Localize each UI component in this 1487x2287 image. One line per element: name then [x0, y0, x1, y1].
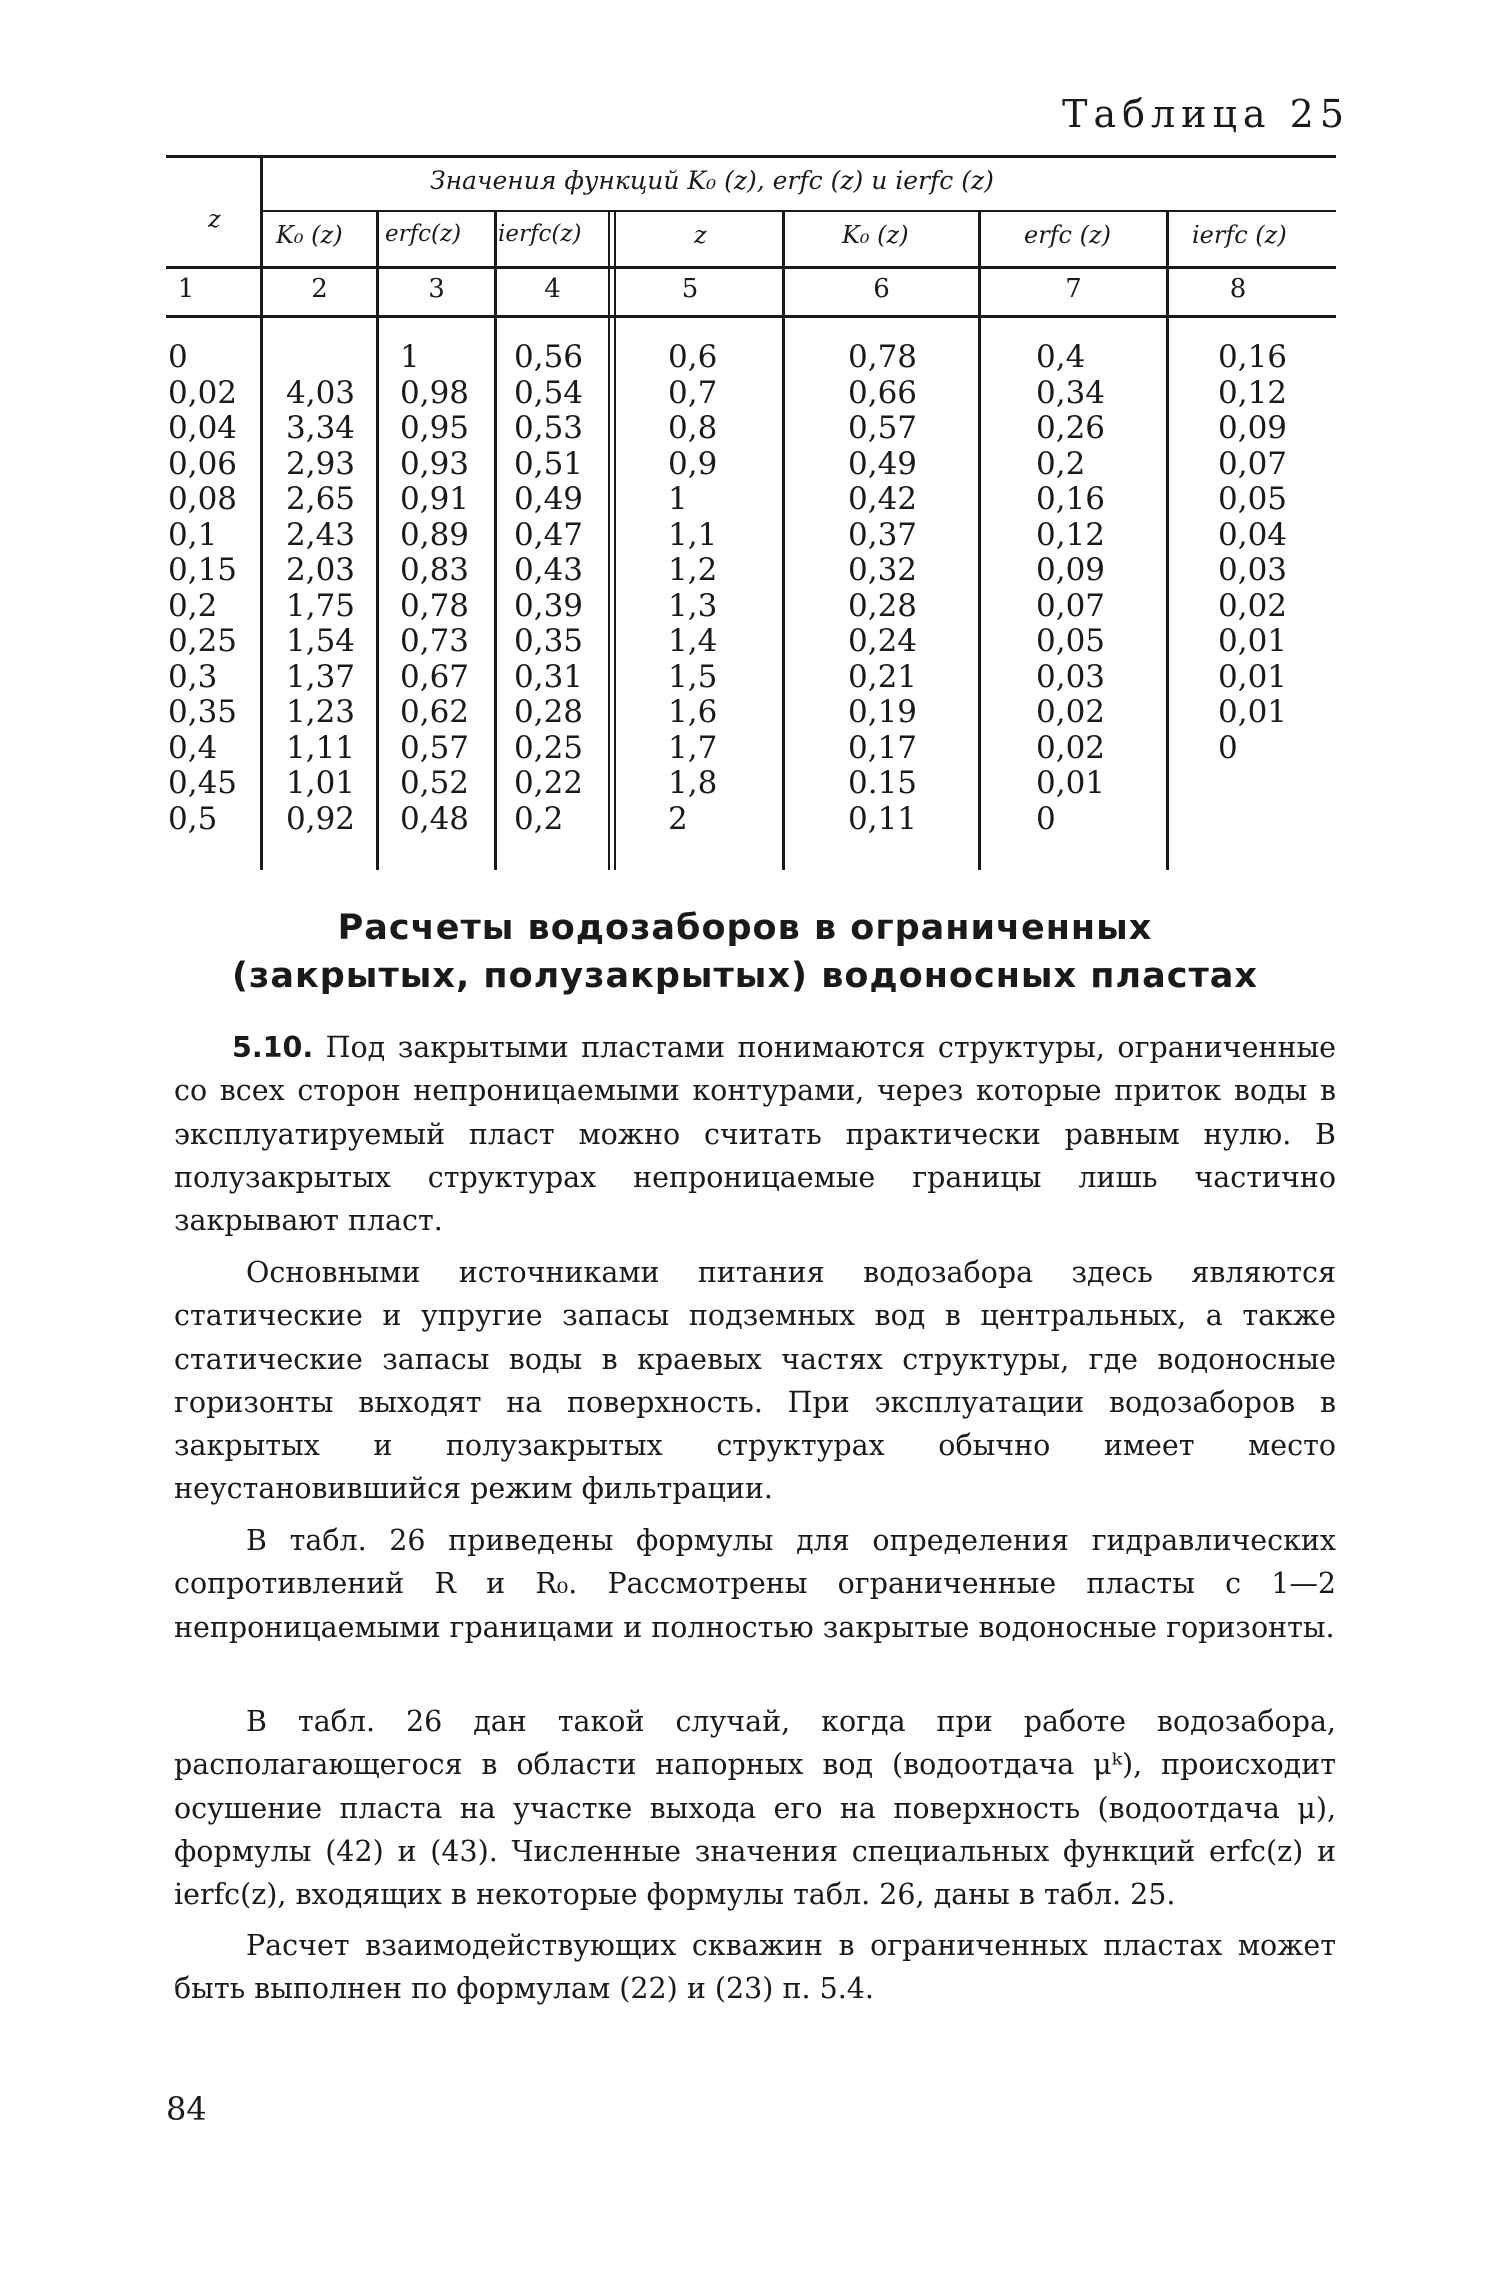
column-number-7: 7	[1065, 274, 1082, 304]
table-cell: 1	[668, 481, 688, 517]
col-divider-5	[782, 212, 785, 870]
table-cell: 0,01	[1218, 658, 1288, 695]
table-top-rule	[166, 155, 1336, 158]
table-cell: 0,03	[1036, 658, 1106, 695]
table-cell: 1,11	[286, 729, 356, 766]
table-cell: 0,2	[168, 587, 218, 624]
table-cell: 0,35	[514, 623, 584, 659]
table-cell: 0,92	[286, 800, 356, 837]
table-cell: 0,49	[514, 481, 584, 517]
table-cell: 1,75	[286, 587, 356, 624]
header-k0-right: K₀ (z)	[842, 221, 909, 249]
column-number-8: 8	[1229, 274, 1247, 304]
table-cell: 0,4	[1036, 339, 1086, 375]
table-cell: 0,67	[400, 658, 470, 695]
group-header-rule	[262, 210, 1336, 212]
table-cell: 0,52	[400, 765, 470, 801]
table-cell: 0,1	[168, 516, 218, 553]
table-cell: 0,31	[514, 658, 584, 695]
table-cell: 0,02	[1218, 587, 1288, 624]
table-cell: 1,2	[668, 552, 718, 588]
col-divider-3	[494, 212, 497, 870]
column-number-5: 5	[681, 274, 699, 304]
paragraph-3: В табл. 26 приведены формулы для определения гидравлических сопротивлений R и R₀. Рассмотрены ограниченные пласты с 1—2 непроницаемыми границами и полностью закрытые водоносные горизонты.	[174, 1524, 1336, 1644]
column-number-3: 3	[428, 274, 445, 304]
paragraph-2: Основными источниками питания водозабора здесь являются статические и упругие запасы подземных вод в центральных, а также статические запасы воды в краевых частях структуры, где водоносные горизонты выходят на поверхность. При эксплуатации водозаборов в закрытых и полузакрытых структурах обычно имеет место неустановившийся режим фильтрации.	[174, 1256, 1336, 1506]
table-cell: 0	[1218, 729, 1238, 766]
table-cell: 2,03	[286, 552, 356, 588]
table-cell: 0,78	[400, 587, 470, 624]
table-cell: 1,8	[668, 765, 718, 801]
table-cell: 0,26	[1036, 410, 1106, 446]
col-divider-double-b	[614, 212, 616, 870]
column-k0-right	[848, 340, 917, 837]
table-cell: 0,09	[1036, 552, 1106, 588]
header-ierfc-right: ierfc (z)	[1192, 221, 1287, 249]
col-divider-double-a	[608, 212, 610, 870]
table-cell: 0,91	[400, 481, 470, 517]
table-cell: 0,07	[1218, 445, 1288, 482]
table-cell: 1,01	[286, 765, 356, 801]
table-cell: 0,73	[400, 623, 470, 659]
table-cell: 0,06	[168, 445, 238, 482]
table-cell: 0,54	[514, 374, 584, 411]
table-cell: 0,24	[848, 623, 918, 659]
header-erfc-right: erfc (z)	[1024, 221, 1111, 249]
table-cell: 0,02	[1036, 729, 1106, 766]
table-cell: 1,37	[286, 658, 356, 695]
table-caption: Таблица 25	[1062, 92, 1350, 136]
table-cell: 0,01	[1218, 694, 1288, 730]
table-cell: 0,62	[400, 694, 470, 730]
table-cell: 0,48	[400, 800, 470, 837]
col-divider-6	[978, 212, 981, 870]
table-cell: 0,8	[668, 410, 718, 446]
col-divider-2	[376, 212, 379, 870]
table-cell: 3,34	[286, 410, 356, 446]
table-cell: 0,66	[848, 374, 918, 411]
table-cell: 0,2	[1036, 445, 1086, 482]
table-cell: 0	[168, 339, 188, 375]
table-cell	[1218, 802, 1287, 838]
header-k0-left: K₀ (z)	[276, 221, 343, 249]
table-cell: 1,6	[668, 694, 718, 730]
table-cell: 0,49	[848, 445, 918, 482]
table-cell: 0,25	[168, 623, 238, 659]
table-cell: 1,23	[286, 694, 356, 730]
section-title-line-1: Расчеты водозаборов в ограниченных	[337, 908, 1153, 948]
table-cell: 4,03	[286, 374, 356, 411]
column-number-2: 2	[311, 274, 328, 304]
table-cell: 1,7	[668, 729, 718, 766]
table-cell: 0,01	[1036, 765, 1106, 801]
table-cell: 0,95	[400, 410, 470, 446]
column-z-left	[168, 340, 237, 837]
table-cell: 0,37	[848, 516, 918, 553]
table-cell: 0,7	[668, 374, 718, 411]
column-ierfc-right	[1218, 340, 1287, 837]
table-cell: 0,78	[848, 339, 918, 375]
column-erfc-right	[1036, 340, 1105, 837]
table-cell: 0,39	[514, 587, 584, 624]
table-cell: 0,12	[1218, 374, 1288, 411]
table-cell: 0,6	[668, 339, 718, 375]
table-cell: 1,1	[668, 516, 718, 553]
col-divider-7	[1166, 212, 1169, 870]
table-cell: 0,35	[168, 694, 238, 730]
table-cell: 0,45	[168, 765, 238, 801]
table-cell: 0,25	[514, 729, 584, 766]
table-cell: 0,07	[1036, 587, 1106, 624]
table-cell: 0,89	[400, 516, 470, 553]
table-cell: 0,19	[848, 694, 918, 730]
column-erfc-left	[400, 340, 469, 837]
table-cell: 0,42	[848, 481, 918, 517]
table-cell: 1,54	[286, 623, 356, 659]
table-cell: 2,93	[286, 445, 356, 482]
table-cell: 0,5	[168, 800, 218, 837]
table-cell: 0,9	[668, 445, 718, 482]
table-cell: 1,4	[668, 623, 718, 659]
table-cell: 0,22	[514, 765, 584, 801]
table-cell: 0,09	[1218, 410, 1288, 446]
table-cell: 1	[400, 339, 420, 375]
table-cell: 0,4	[168, 729, 218, 766]
table-cell: 0,08	[168, 481, 238, 517]
column-number-6: 6	[873, 274, 890, 304]
column-z-right	[668, 340, 717, 837]
page-number: 84	[166, 2090, 207, 2128]
table-cell: 0,16	[1218, 339, 1288, 375]
header-ierfc-left: ierfc(z)	[498, 221, 582, 247]
table-cell: 0,05	[1036, 623, 1106, 659]
header-bottom-rule	[166, 266, 1336, 269]
table-cell: 0,21	[848, 658, 918, 695]
table-cell: 0,98	[400, 374, 470, 411]
paragraph-5: Расчет взаимодействующих скважин в ограниченных пластах может быть выполнен по формулам (22) и (23) п. 5.4.	[174, 1929, 1336, 2006]
table-cell: 0,47	[514, 516, 584, 553]
table-cell: 0,04	[1218, 516, 1288, 553]
column-number-1: 1	[177, 274, 195, 304]
table-cell: 0,83	[400, 552, 470, 588]
table-cell: 0,28	[848, 587, 918, 624]
table-cell: 0,05	[1218, 481, 1288, 517]
table-cell: 0,34	[1036, 374, 1106, 411]
table-cell: 0,2	[514, 800, 564, 837]
paragraph-1	[174, 1026, 1336, 1242]
header-z-right: z	[694, 221, 707, 249]
table-cell: 1,5	[668, 658, 718, 695]
paragraph-text: Под закрытыми пластами понимаются структуры, ограниченные со всех сторон непроницаемыми контурами, через которые приток воды в эксплуатируемый пласт можно считать практически равным нулю. В полузакрытых структурах непроницаемые границы лишь частично закрывают пласт.	[174, 1031, 1336, 1238]
table-cell: 0,51	[514, 445, 584, 482]
table-cell: 2	[668, 800, 688, 837]
table-cell: 0,15	[168, 552, 238, 588]
table-cell: 0,57	[848, 410, 918, 446]
table-cell: 0,02	[168, 374, 238, 411]
table-cell: 0,57	[400, 729, 470, 766]
table-cell: 0,04	[168, 410, 238, 446]
table-cell: 0,43	[514, 552, 584, 588]
table-cell: 2,65	[286, 481, 356, 517]
header-z-left: z	[208, 205, 221, 233]
table-cell: 0,3	[168, 658, 218, 695]
group-header: Значения функций K₀ (z), erfc (z) и ierfc (z)	[430, 166, 994, 195]
table-cell: 0,17	[848, 729, 918, 766]
table-cell: 0,56	[514, 339, 584, 375]
table-cell: 0,11	[848, 800, 918, 837]
table-cell: 1,3	[668, 587, 718, 624]
column-k0-left	[286, 340, 355, 837]
header-erfc-left: erfc(z)	[385, 221, 462, 247]
section-number: 5.10.	[232, 1031, 314, 1064]
table-cell: 0,12	[1036, 516, 1106, 553]
table-cell	[1218, 766, 1287, 802]
table-cell: 0,93	[400, 445, 470, 482]
paragraph-4: В табл. 26 дан такой случай, когда при работе водозабора, располагающегося в области напорных вод (водоотдача μᵏ), происходит осушение пласта на участке выхода его на поверхность (водоотдача μ), формулы (42) и (43). Численные значения специальных функций erfc(z) и ierfc(z), входящих в некоторые формулы табл. 26, даны в табл. 25.	[174, 1705, 1336, 1912]
table-cell: 0,02	[1036, 694, 1106, 730]
column-number-rule	[166, 315, 1336, 318]
table-cell	[286, 340, 355, 376]
table-cell: 0,32	[848, 552, 918, 588]
table-cell: 0,53	[514, 410, 584, 446]
section-title-line-2: (закрытых, полузакрытых) водоносных пластах	[232, 956, 1258, 996]
table-cell: 0.15	[848, 765, 918, 801]
table-cell: 0,16	[1036, 481, 1106, 517]
table-cell: 0,28	[514, 694, 584, 730]
table-cell: 2,43	[286, 516, 356, 553]
column-ierfc-left	[514, 340, 583, 837]
col-divider-1	[260, 158, 263, 870]
table-cell: 0	[1036, 800, 1056, 837]
column-number-4: 4	[544, 274, 561, 304]
table-cell: 0,03	[1218, 552, 1288, 588]
table-cell: 0,01	[1218, 623, 1288, 659]
